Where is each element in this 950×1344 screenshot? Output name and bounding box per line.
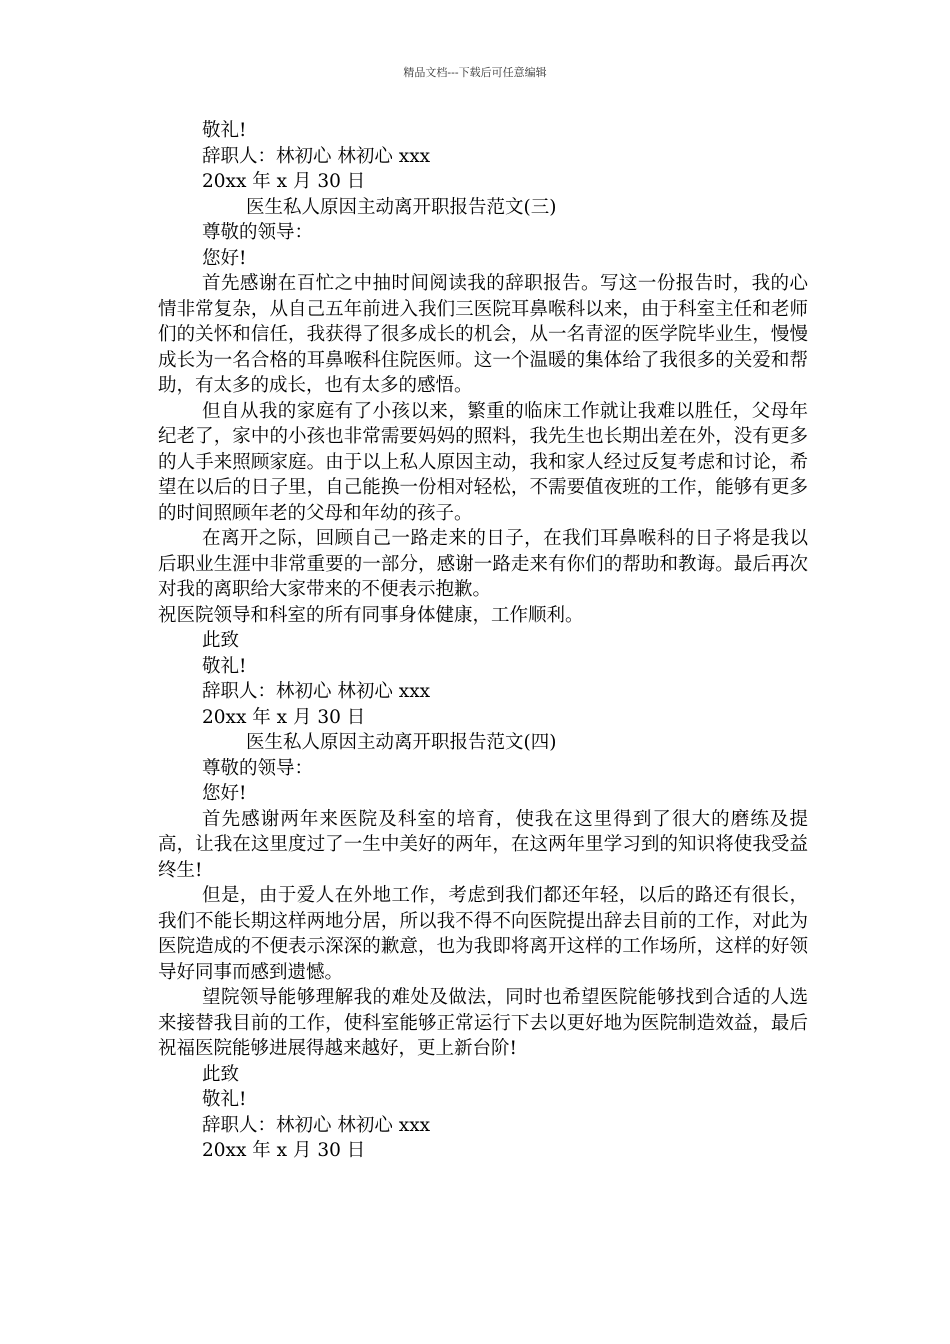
closing-salute: 敬礼! <box>202 1089 247 1110</box>
paragraph: 首先感谢在百忙之中抽时间阅读我的辞职报告。写这一份报告时，我的心情非常复杂，从自己五年前进入我们三医院耳鼻喉科以来，由于科室主任和老师们的关怀和信任，我获得了很多成长的机会，从一名青涩的医学院毕业生，慢慢成长为一名合格的耳鼻喉科住院医师。这一个温暖的集体给了我很多的关爱和帮助，有太多的成长，也有太多的感悟。 <box>158 273 808 396</box>
paragraph: 但自从我的家庭有了小孩以来，繁重的临床工作就让我难以胜任，父母年纪老了，家中的小孩也非常需要妈妈的照料，我先生也长期出差在外，没有更多的人手来照顾家庭。由于以上私人原因主动，我和家人经过反复考虑和讨论，希望在以后的日子里，自己能换一份相对轻松，不需要值夜班的工作，能够有更多的时间照顾年老的父母和年幼的孩子。 <box>158 400 808 524</box>
page-header: 精品文档---下载后可任意编辑 <box>403 66 547 79</box>
signer-line: 辞职人：林初心 林初心 xxx <box>202 681 431 702</box>
section-title: 医生私人原因主动离开职报告范文(四) <box>246 732 557 753</box>
greeting: 您好! <box>202 783 247 804</box>
paragraph: 在离开之际，回顾自己一路走来的日子，在我们耳鼻喉科的日子将是我以后职业生涯中非常重要的一部分，感谢一路走来有你们的帮助和教诲。最后再次对我的离职给大家带来的不便表示抱歉。 <box>158 528 808 600</box>
date-line: 20xx 年 x 月 30 日 <box>202 171 366 192</box>
date-line: 20xx 年 x 月 30 日 <box>202 706 366 728</box>
signer-line: 辞职人：林初心 林初心 xxx <box>202 145 431 167</box>
paragraph: 首先感谢两年来医院及科室的培育，使我在这里得到了很大的磨练及提高，让我在这里度过了一生中美好的两年，在这两年里学习到的知识将使我受益终生! <box>158 808 808 881</box>
wish-line: 祝医院领导和科室的所有同事身体健康，工作顺利。 <box>158 604 584 626</box>
closing-ci-zhi: 此致 <box>202 1063 240 1085</box>
closing-ci-zhi: 此致 <box>202 630 240 651</box>
closing-salute: 敬礼! <box>202 120 247 141</box>
paragraph: 望院领导能够理解我的难处及做法，同时也希望医院能够找到合适的人选来接替我目前的工作，使科室能够正常运行下去以更好地为医院制造效益，最后祝福医院能够进展得越来越好，更上新台阶! <box>158 987 808 1059</box>
closing-salute: 敬礼! <box>202 655 247 677</box>
section-title: 医生私人原因主动离开职报告范文(三) <box>246 196 557 218</box>
greeting: 您好! <box>202 247 247 269</box>
paragraph: 但是，由于爱人在外地工作，考虑到我们都还年轻，以后的路还有很长，我们不能长期这样两地分居，所以我不得不向医院提出辞去目前的工作，对此为医院造成的不便表示深深的歉意，也为我即将离开这样的工作场所，这样的好领导好同事而感到遗憾。 <box>158 885 808 983</box>
signer-line: 辞职人：林初心 林初心 xxx <box>202 1114 431 1136</box>
document-body <box>158 118 808 1164</box>
date-line: 20xx 年 x 月 30 日 <box>202 1140 366 1161</box>
salutation: 尊敬的领导： <box>202 757 314 779</box>
salutation: 尊敬的领导： <box>202 222 314 243</box>
